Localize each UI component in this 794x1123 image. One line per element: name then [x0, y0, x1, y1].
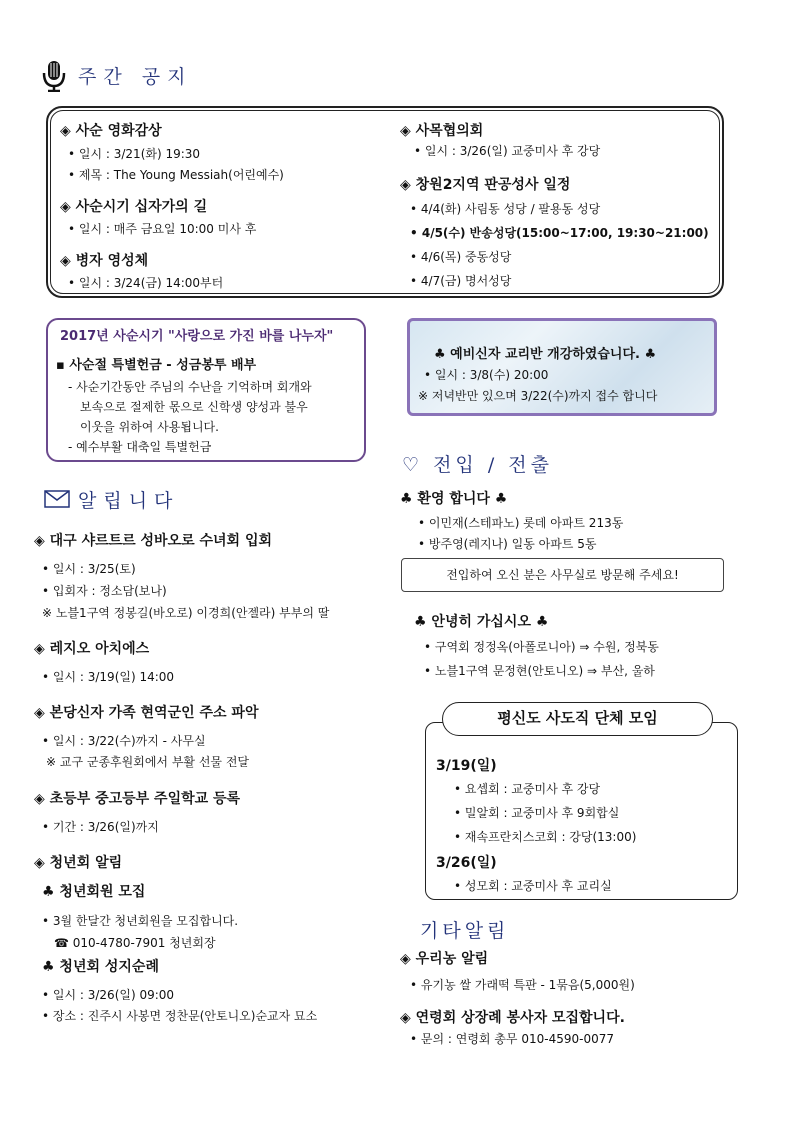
- meeting-date: 3/26(일): [436, 855, 497, 871]
- youth-pilgrim-line: • 일시 : 3/26(일) 09:00: [42, 988, 175, 1002]
- convent-title: ◈ 대구 샤르트르 성바오로 수녀회 입회: [34, 533, 272, 549]
- soldier-line: ※ 교구 군종후원회에서 부활 선물 전달: [46, 755, 250, 769]
- legio-line: • 일시 : 3/19(일) 14:00: [42, 670, 175, 684]
- sick-title: ◈ 병자 영성체: [60, 253, 149, 269]
- other-heading: 기타알림: [420, 920, 510, 942]
- catechumen-title: ♣ 예비신자 교리반 개강하였습니다. ♣: [434, 347, 657, 362]
- welcome-line: • 이민재(스테파노) 롯데 아파트 213동: [418, 516, 624, 530]
- farm-line: • 유기농 쌀 가래떡 특판 - 1묶음(5,000원): [410, 978, 635, 992]
- meeting-line: • 요셉회 : 교중미사 후 강당: [454, 782, 601, 796]
- lent-title: 2017년 사순시기 "사랑으로 가진 바를 나누자": [60, 329, 334, 344]
- announcements-heading: 알립니다: [78, 490, 180, 512]
- confession-line: • 4/7(금) 명서성당: [410, 274, 512, 288]
- youth-recruit-title: ♣ 청년회원 모집: [42, 884, 146, 900]
- envelope-icon: [44, 490, 70, 508]
- lent-line: 보속으로 절제한 몫으로 신학생 양성과 불우: [80, 400, 308, 414]
- sunday-school-title: ◈ 초등부 중고등부 주일학교 등록: [34, 791, 241, 807]
- confession-line: • 4/4(화) 사림동 성당 / 팔용동 성당: [410, 202, 601, 216]
- youth-pilgrim-line: • 장소 : 진주시 사봉면 정찬문(안토니오)순교자 묘소: [42, 1009, 318, 1023]
- stations-date: • 일시 : 매주 금요일 10:00 미사 후: [68, 222, 257, 236]
- welcome-line: • 방주영(레지나) 일동 아파트 5동: [418, 537, 597, 551]
- lent-line: - 사순기간동안 주님의 수난을 기억하며 회개와: [68, 380, 312, 394]
- film-name: • 제목 : The Young Messiah(어린예수): [68, 168, 284, 182]
- soldier-line: • 일시 : 3/22(수)까지 - 사무실: [42, 734, 206, 748]
- youth-recruit-line: • 3월 한달간 청년회원을 모집합니다.: [42, 914, 239, 928]
- soldier-title: ◈ 본당신자 가족 현역군인 주소 파악: [34, 705, 259, 721]
- confession-line: • 4/5(수) 반송성당(15:00~17:00, 19:30~21:00): [410, 226, 709, 240]
- lent-line: - 예수부활 대축일 특별헌금: [68, 440, 212, 454]
- welcome-title: ♣ 환영 합니다 ♣: [400, 491, 508, 507]
- meeting-date: 3/19(일): [436, 758, 497, 774]
- funeral-title: ◈ 연령회 상장례 봉사자 모집합니다.: [400, 1010, 625, 1026]
- confession-line: • 4/6(목) 중동성당: [410, 250, 512, 264]
- sunday-school-line: • 기간 : 3/26(일)까지: [42, 820, 159, 834]
- lent-line: 이웃을 위하여 사용됩니다.: [80, 420, 219, 434]
- film-date: • 일시 : 3/21(화) 19:30: [68, 147, 201, 161]
- farewell-line: • 노블1구역 문정현(안토니오) ⇒ 부산, 울하: [424, 664, 655, 678]
- legio-title: ◈ 레지오 아치에스: [34, 641, 150, 657]
- youth-pilgrim-title: ♣ 청년회 성지순례: [42, 959, 159, 975]
- council-date: • 일시 : 3/26(일) 교중미사 후 강당: [414, 144, 601, 158]
- sick-date: • 일시 : 3/24(금) 14:00부터: [68, 276, 224, 290]
- youth-title: ◈ 청년회 알림: [34, 855, 123, 871]
- page-title: 주간 공지: [78, 66, 193, 88]
- stations-title: ◈ 사순시기 십자가의 길: [60, 199, 208, 215]
- film-title: ◈ 사순 영화감상: [60, 123, 162, 139]
- meeting-line: • 성모회 : 교중미사 후 교리실: [454, 879, 612, 893]
- catechumen-date: • 일시 : 3/8(수) 20:00: [424, 368, 549, 382]
- farewell-title: ♣ 안녕히 가십시오 ♣: [414, 614, 549, 630]
- funeral-line: • 문의 : 연령회 총무 010-4590-0077: [410, 1032, 614, 1046]
- meetings-title: 평신도 사도직 단체 모임: [442, 702, 713, 736]
- meeting-line: • 재속프란치스코회 : 강당(13:00): [454, 830, 637, 844]
- farm-title: ◈ 우리농 알림: [400, 951, 489, 967]
- transfers-heading: ♡ 전입 / 전출: [402, 454, 553, 476]
- confession-title: ◈ 창원2지역 판공성사 일정: [400, 177, 571, 193]
- lent-subtitle: ▪ 사순절 특별헌금 - 성금봉투 배부: [56, 358, 257, 373]
- visit-note: 전입하여 오신 분은 사무실로 방문해 주세요!: [401, 558, 724, 592]
- meeting-line: • 밀알회 : 교중미사 후 9회합실: [454, 806, 620, 820]
- farewell-line: • 구역회 정정옥(아폴로니아) ⇒ 수원, 정북동: [424, 640, 659, 654]
- catechumen-note: ※ 저녁반만 있으며 3/22(수)까지 접수 합니다: [418, 389, 658, 403]
- council-title: ◈ 사목협의회: [400, 123, 484, 139]
- convent-line: • 일시 : 3/25(토): [42, 562, 136, 576]
- convent-line: • 입회자 : 정소담(보나): [42, 584, 167, 598]
- convent-line: ※ 노블1구역 정봉길(바오로) 이경희(안젤라) 부부의 딸: [42, 606, 330, 620]
- youth-recruit-phone: ☎ 010-4780-7901 청년회장: [54, 936, 216, 950]
- microphone-icon: [40, 60, 68, 92]
